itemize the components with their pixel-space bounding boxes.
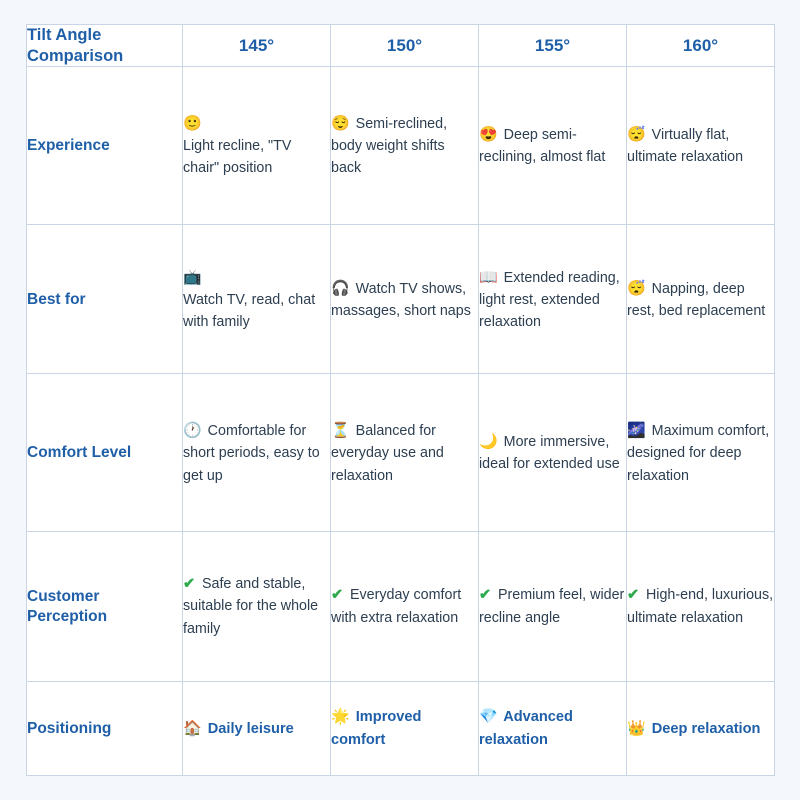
clock-icon: 🕐 [183, 422, 202, 440]
cell-positioning-150 [331, 681, 479, 775]
table-row [27, 532, 775, 681]
tilt-angle-comparison-table [26, 24, 775, 776]
cell-text: Watch TV shows, massages, short naps [331, 280, 471, 319]
relieved-face-icon: 😌 [331, 114, 350, 132]
cell-best-for-160 [627, 225, 775, 374]
cell-text: Maximum comfort, designed for deep relaxation [627, 423, 770, 484]
cell-best-for-155 [479, 225, 627, 374]
table-row [27, 681, 775, 775]
check-mark-icon: ✔ [331, 587, 343, 604]
cell-text: Semi-reclined, body weight shifts back [331, 115, 448, 177]
cell-text: Safe and stable, suitable for the whole family [183, 576, 319, 637]
check-mark-icon: ✔ [479, 587, 491, 604]
cell-best-for-150 [331, 225, 479, 374]
cell-text: Extended reading, light rest, extended relaxation [479, 269, 620, 330]
cell-best-for-145 [183, 225, 331, 374]
cell-text: Virtually flat, ultimate relaxation [627, 126, 744, 166]
column-header-160: 160° [627, 25, 775, 67]
cell-perception-145 [183, 532, 331, 681]
table-row [27, 67, 775, 225]
cell-comfort-160 [627, 374, 775, 532]
table-row [27, 225, 775, 374]
cell-text: Everyday comfort with extra relaxation [331, 587, 462, 626]
cell-text: Napping, deep rest, bed replacement [627, 280, 766, 319]
cell-comfort-150 [331, 374, 479, 532]
cell-comfort-145 [183, 374, 331, 532]
glowing-star-icon: 🌟 [331, 708, 350, 726]
cell-text: Watch TV, read, chat with family [183, 291, 316, 330]
table-row [27, 374, 775, 532]
cell-text: Deep semi-reclining, almost flat [479, 126, 606, 166]
column-header-145: 145° [183, 25, 331, 67]
cell-positioning-145 [183, 681, 331, 775]
cell-text: Advanced relaxation [479, 709, 573, 748]
cell-experience-150 [331, 67, 479, 225]
cell-text: Premium feel, wider recline angle [479, 587, 625, 626]
crescent-moon-icon: 🌙 [479, 433, 498, 451]
cell-text: Comfortable for short periods, easy to get up [183, 423, 320, 484]
cell-perception-160 [627, 532, 775, 681]
check-mark-icon: ✔ [627, 587, 639, 604]
cell-text: Improved comfort [331, 709, 422, 748]
check-mark-icon: ✔ [183, 576, 195, 593]
cell-text: More immersive, ideal for extended use [479, 434, 620, 473]
sleeping-face-icon: 😴 [627, 125, 646, 143]
row-label-positioning: Positioning [27, 681, 183, 775]
cell-experience-145 [183, 67, 331, 225]
cell-positioning-155 [479, 681, 627, 775]
cell-text: Daily leisure [207, 720, 294, 737]
milky-way-icon: 🌌 [627, 422, 646, 440]
slightly-smiling-face-icon: 🙂 [183, 114, 202, 132]
cell-text: Deep relaxation [651, 720, 761, 737]
cell-experience-160 [627, 67, 775, 225]
table-title: Tilt Angle Comparison [27, 25, 183, 67]
table-header-row [27, 25, 775, 67]
sleeping-face-icon: 😴 [627, 279, 646, 297]
row-label-best-for: Best for [27, 225, 183, 374]
column-header-150: 150° [331, 25, 479, 67]
cell-perception-155 [479, 532, 627, 681]
television-icon: 📺 [183, 268, 202, 286]
cell-text: Light recline, "TV chair" position [183, 138, 292, 177]
row-label-comfort-level: Comfort Level [27, 374, 183, 532]
cell-experience-155 [479, 67, 627, 225]
cell-comfort-155 [479, 374, 627, 532]
headphone-icon: 🎧 [331, 279, 350, 297]
open-book-icon: 📖 [479, 268, 498, 286]
row-label-customer-perception: Customer Perception [27, 532, 183, 681]
cell-perception-150 [331, 532, 479, 681]
crown-icon: 👑 [627, 719, 646, 737]
cell-positioning-160 [627, 681, 775, 775]
heart-eyes-face-icon: 😍 [479, 125, 498, 143]
house-icon: 🏠 [183, 719, 202, 737]
cell-text: Balanced for everyday use and relaxation [331, 423, 444, 484]
hourglass-icon: ⏳ [331, 422, 350, 440]
cell-text: High-end, luxurious, ultimate relaxation [627, 587, 774, 626]
row-label-experience: Experience [27, 67, 183, 225]
gem-stone-icon: 💎 [479, 708, 498, 726]
column-header-155: 155° [479, 25, 627, 67]
